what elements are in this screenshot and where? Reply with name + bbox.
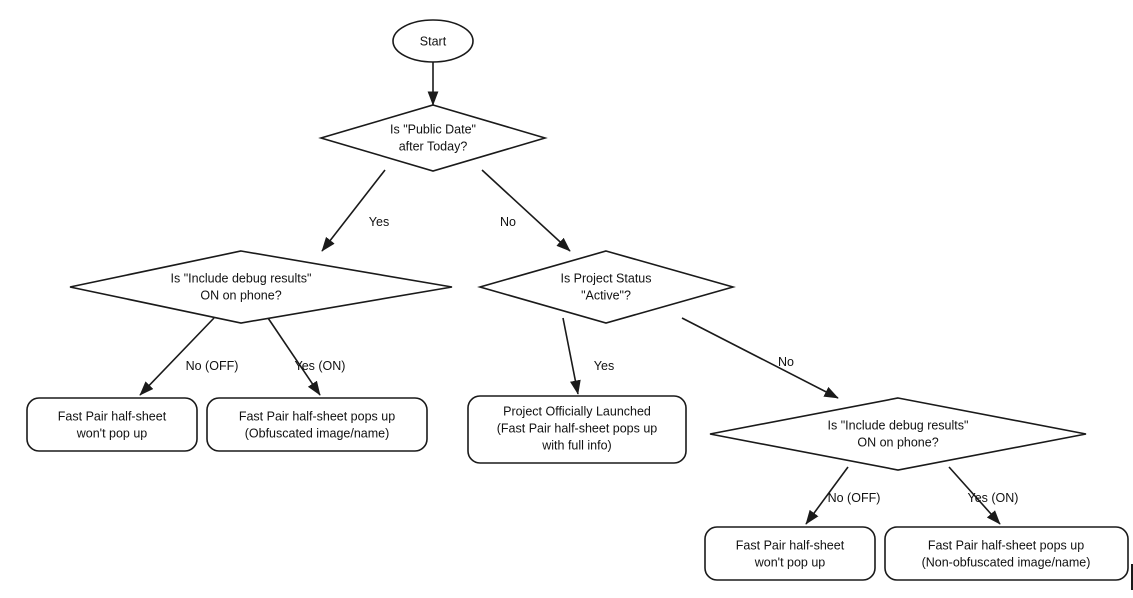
node-project-status-label-1: Is Project Status [560,271,652,286]
edge-label-no-public-date: No [500,215,516,229]
edge-label-yes-project-status: Yes [593,359,615,373]
edge-debug-left-yes [268,318,320,395]
node-non-obfuscated-label-2: (Non-obfuscated image/name) [921,555,1091,570]
node-no-popup-left-label-1: Fast Pair half-sheet [57,409,167,424]
edge-label-no-project-status: No [778,355,794,369]
node-non-obfuscated-label-1: Fast Pair half-sheet pops up [927,538,1085,553]
edge-project-status-no [682,318,838,398]
node-launched-label-2: (Fast Pair half-sheet pops up [496,421,658,436]
edge-label-yes-on-right: Yes (ON) [967,491,1019,505]
node-obfuscated-label-2: (Obfuscated image/name) [244,426,390,441]
edge-label-yes-on-left: Yes (ON) [294,359,346,373]
node-no-popup-right-label-2: won't pop up [754,555,826,570]
node-debug-right-label-1: Is "Include debug results" [827,418,969,433]
node-obfuscated-label-1: Fast Pair half-sheet pops up [238,409,396,424]
node-debug-right[interactable] [710,398,1086,470]
node-project-status[interactable] [480,251,733,323]
node-launched[interactable] [468,396,686,463]
edge-label-yes-public-date: Yes [368,215,390,229]
node-launched-label-1: Project Officially Launched [503,404,651,419]
node-project-status-label-2: "Active"? [581,288,631,303]
node-debug-left-label-1: Is "Include debug results" [170,271,312,286]
edge-public-date-no [482,170,570,251]
node-no-popup-left[interactable] [27,398,197,451]
node-no-popup-left-label-2: won't pop up [76,426,148,441]
node-start[interactable] [393,20,473,62]
node-public-date-label-1: Is "Public Date" [390,122,476,137]
node-no-popup-right[interactable] [705,527,875,580]
node-debug-left-label-2: ON on phone? [200,288,282,303]
node-start-label-1: Start [419,34,447,49]
node-debug-right-label-2: ON on phone? [857,435,939,450]
node-obfuscated[interactable] [207,398,427,451]
node-debug-left[interactable] [70,251,452,323]
node-non-obfuscated[interactable] [885,527,1128,580]
edge-public-date-yes [322,170,385,251]
edge-project-status-yes [563,318,578,394]
node-no-popup-right-label-1: Fast Pair half-sheet [735,538,845,553]
node-public-date[interactable] [321,105,545,171]
node-launched-label-3: with full info) [542,438,612,453]
edge-label-no-off-right: No (OFF) [827,491,881,505]
node-public-date-label-2: after Today? [398,139,468,154]
edge-label-no-off-left: No (OFF) [185,359,239,373]
edge-debug-left-no [140,318,214,395]
